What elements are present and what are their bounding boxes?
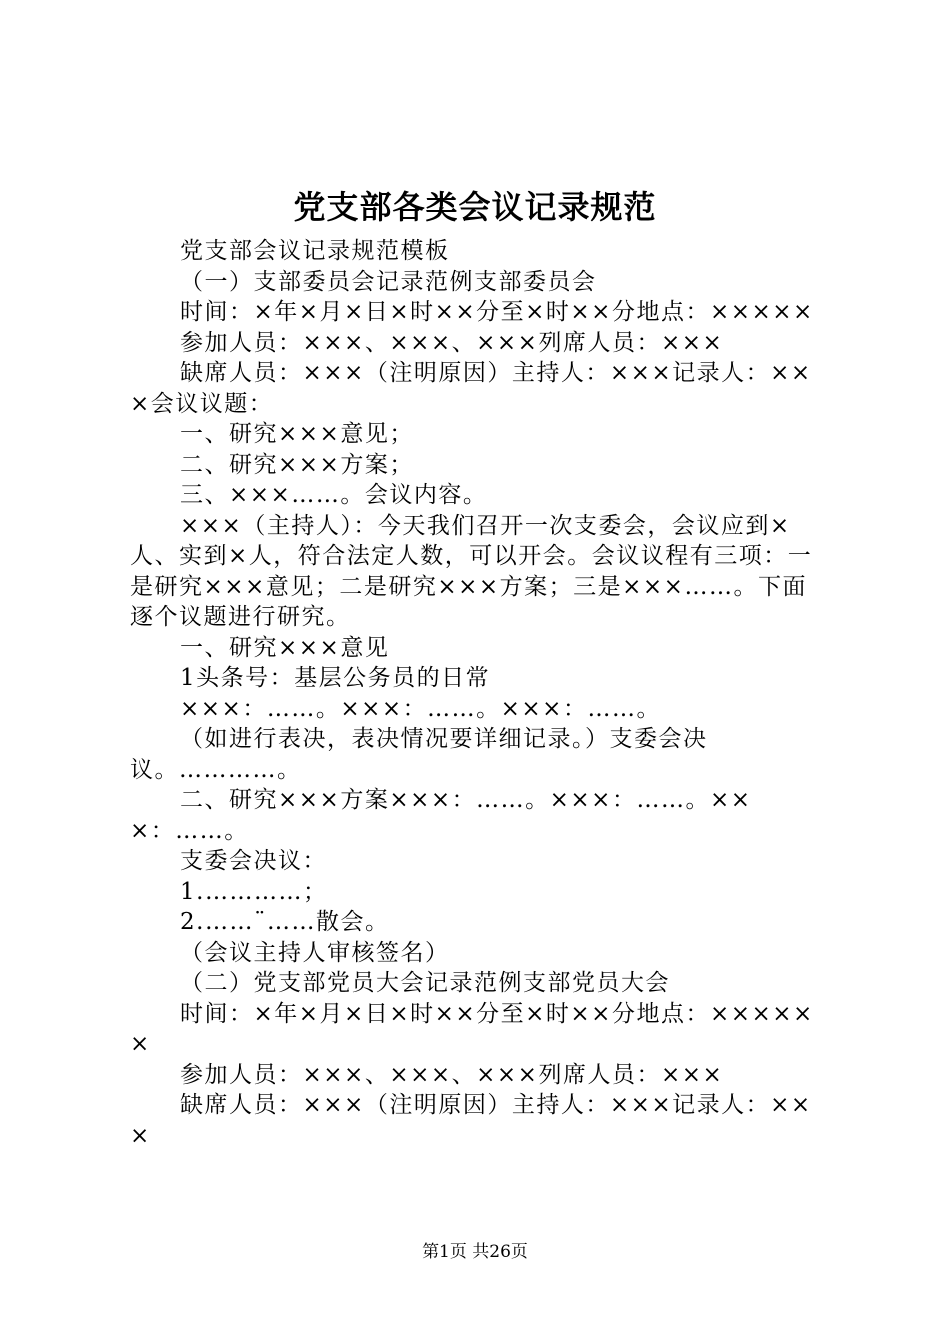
paragraph: 一、研究×××意见； [180, 421, 414, 447]
paragraph: 时间：×年×月×日×时××分至×时××分地点：×××××× [130, 1000, 814, 1057]
paragraph: （二）党支部党员大会记录范例支部党员大会 [180, 970, 670, 996]
paragraph: 三、×××……。会议内容。 [180, 482, 488, 508]
paragraph: ×××：……。×××：……。×××：……。 [180, 695, 661, 722]
paragraph: 缺席人员：×××（注明原因）主持人：×××记录人：×××会议议题： [130, 360, 812, 417]
paragraph: ×××（主持人）：今天我们召开一次支委会，会议应到×人、实到×人，符合法定人数，可以开会。会议议程有三项：一是研究×××意见；二是研究×××方案；三是×××……。下面逐个议题进行研究。 [130, 512, 813, 630]
paragraph: 二、研究×××方案×××：……。×××：……。×××：……。 [130, 787, 752, 844]
paragraph: 一、研究×××意见 [180, 634, 390, 661]
paragraph: 时间：×年×月×日×时××分至×时××分地点：××××× [180, 299, 814, 325]
paragraph: （如进行表决，表决情况要详细记录。）支委会决议。…………。 [130, 726, 708, 783]
paragraph: 党支部会议记录规范模板 [180, 238, 450, 264]
paragraph: （一）支部委员会记录范例支部委员会 [180, 268, 597, 295]
paragraph: （会议主持人审核签名） [180, 939, 450, 966]
document-body [130, 236, 830, 1151]
paragraph: 支委会决议： [180, 848, 327, 874]
paragraph: 参加人员：×××、×××、×××列席人员：××× [180, 1061, 724, 1088]
page-footer: 第1页 共26页 [422, 1242, 528, 1262]
paragraph: 参加人员：×××、×××、×××列席人员：××× [180, 329, 724, 356]
paragraph: 1头条号：基层公务员的日常 [180, 665, 491, 691]
paragraph: 1.…………； [180, 878, 328, 905]
document-title: 党支部各类会议记录规范 [293, 188, 657, 226]
paragraph: 缺席人员：×××（注明原因）主持人：×××记录人：××× [130, 1092, 812, 1149]
paragraph: 二、研究×××方案； [180, 451, 414, 478]
paragraph: 2.……¨……散会。 [180, 909, 390, 935]
